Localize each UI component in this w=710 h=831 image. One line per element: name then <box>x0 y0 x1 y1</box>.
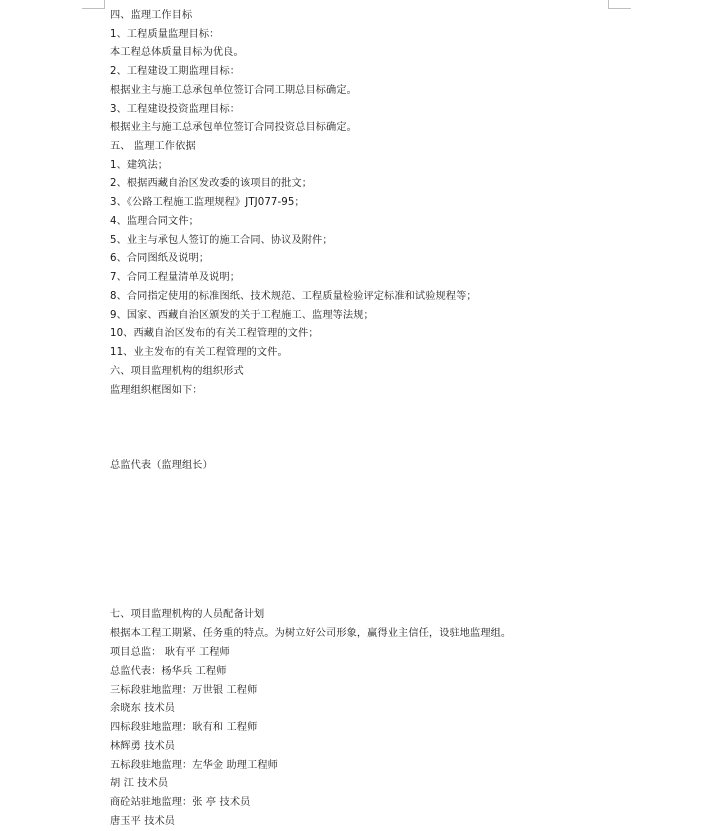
basis-item: 10、西藏自治区发布的有关工程管理的文件； <box>110 328 319 339</box>
schedule-goal-text: 根据业主与施工总承包单位签订合同工期总目标确定。 <box>110 85 357 96</box>
schedule-goal-heading: 2、工程建设工期监理目标： <box>110 66 241 77</box>
staff-line: 总监代表：杨华兵 工程师 <box>110 666 227 677</box>
staff-line: 唐玉平 技术员 <box>110 816 176 827</box>
staff-line: 五标段驻地监理：左华金 助理工程师 <box>110 760 278 771</box>
section-heading-5: 五、 监理工作依据 <box>110 141 196 152</box>
quality-goal-text: 本工程总体质量目标为优良。 <box>110 47 244 58</box>
staffing-intro: 根据本工程工期紧、任务重的特点。为树立好公司形象，赢得业主信任，设驻地监理组。 <box>110 628 512 639</box>
basis-item: 1、建筑法； <box>110 160 169 171</box>
staff-line: 胡 江 技术员 <box>110 778 169 789</box>
basis-item: 3、《公路工程施工监理规程》JTJ077-95； <box>110 197 305 208</box>
basis-item: 2、根据西藏自治区发改委的该项目的批文； <box>110 178 313 189</box>
basis-item: 6、合同图纸及说明； <box>110 253 210 264</box>
page-corner-mark-right <box>608 0 631 9</box>
staff-line: 商砼站驻地监理：张 亭 技术员 <box>110 797 251 808</box>
investment-goal-heading: 3、工程建设投资监理目标： <box>110 104 241 115</box>
investment-goal-text: 根据业主与施工总承包单位签订合同投资总目标确定。 <box>110 122 357 133</box>
basis-item: 4、监理合同文件； <box>110 216 199 227</box>
section-heading-7: 七、项目监理机构的人员配备计划 <box>110 609 265 620</box>
page-corner-mark-left <box>82 0 105 9</box>
staff-line: 项目总监： 耿有平 工程师 <box>110 647 230 658</box>
basis-item: 11、业主发布的有关工程管理的文件。 <box>110 347 288 358</box>
quality-goal-heading: 1、工程质量监理目标： <box>110 29 220 40</box>
staff-line: 三标段驻地监理：万世银 工程师 <box>110 685 258 696</box>
org-chart-intro: 监理组织框图如下： <box>110 385 203 396</box>
basis-item: 8、合同指定使用的标准图纸、技术规范、工程质量检验评定标准和试验规程等； <box>110 291 477 302</box>
basis-item: 9、国家、西藏自治区颁发的关于工程施工、监理等法规； <box>110 310 374 321</box>
section-heading-4: 四、监理工作目标 <box>110 10 193 21</box>
staff-line: 林辉勇 技术员 <box>110 741 176 752</box>
staff-line: 余晓东 技术员 <box>110 703 176 714</box>
staff-line: 四标段驻地监理：耿有和 工程师 <box>110 722 258 733</box>
basis-item: 5、业主与承包人签订的施工合同、协议及附件； <box>110 235 333 246</box>
basis-item: 7、合同工程量清单及说明； <box>110 272 241 283</box>
org-chart-label: 总监代表（监理组长） <box>110 460 213 471</box>
section-heading-6: 六、项目监理机构的组织形式 <box>110 366 244 377</box>
